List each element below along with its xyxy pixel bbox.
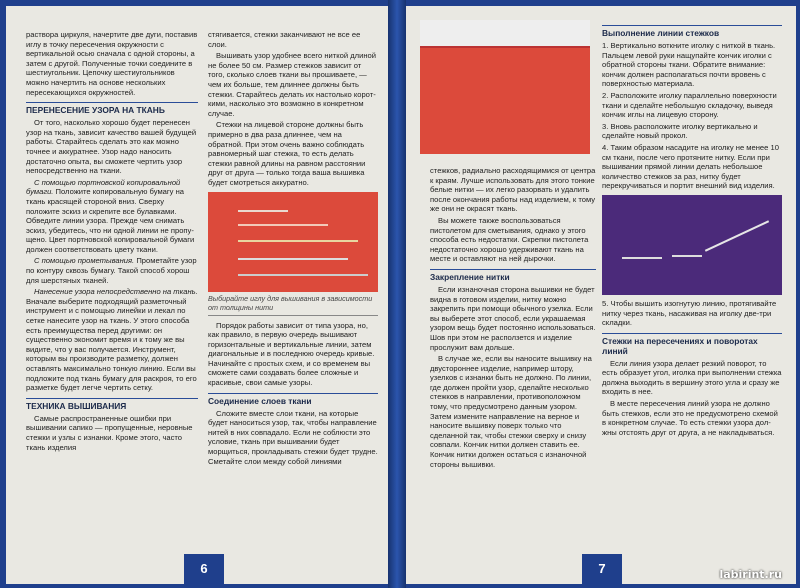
paragraph: От того, насколько хорошо будет перенесен узор на ткань, зависит качество вашей будущей работы. Старайтесь сделать это как можно точнее и аккуратнее. Узор надо наносить достаточно опыта, вы сможете чертить узор непосредственно на ткани. [26, 118, 197, 176]
paragraph: Сложите вместе слои ткани, на которые будет наноситься узор, так, чтобы направление нитей в них совпадало. Если не соблюсти это условие, ткань при вышивании будет морщиться, прокладывать стежки будет трудне. Сметайте слои между собой линиями [208, 408, 378, 466]
paragraph: стягивается, стежки заканчивают не все ее слои. [208, 30, 361, 49]
paragraph: Вы можете также воспользоваться пистолетом для сметывания, однако у этого способа есть недостатки. Скрепки пистолета недостаточно хорошо удерживают ткань на месте и оставляют на ней дырочки. [430, 215, 589, 264]
paragraph: В случае же, если вы наносите вышивку на двустороннее изделие, например штору, узелков с изнанки быть не должно. По линии, где должен пройти узор, сделайте несколько стежков в направлении, противоположном тому, что предусмотрено данным узором. Затем измените направление на верное и наносите вышивку поверх только что сделанной так, чтобы стежки сверху и снизу совпали. Кончик нитки должен ставить ее. Кончик нитки должен остаться с изнаночной стороны вышивки. [430, 354, 592, 469]
paragraph: Порядок работы зависит от типа узора, но, как правило, в первую очередь вышивают горизонтальные и вертикальные линии, затем диагональные и в последнюю очередь кривые. Начинайте с простых схем, и со временем вы сможете сами создавать более сложные и красивые, свои самые узоры. [208, 320, 375, 388]
paragraph: Если линия узора делает резкий поворот, то есть образует угол, иголка при выполнении стежка должна выходить в вершину этого угла и сразу же входить в нее. [602, 358, 782, 397]
left-column-2 [208, 30, 378, 468]
paragraph: В месте пересечения линий узора не должно быть стежков, если это не предусмотрено схемой в конкретном случае. То есть стежки узора должны отстоять друг от друга, а не накладываться. [602, 399, 778, 437]
right-column-2 [602, 20, 782, 439]
watermark: labirint.ru [719, 568, 782, 581]
step-4: 4. Таким образом насадите на иголку не менее 10 см ткани, после чего протяните нитку. Если при вышивании прямой линии делать небольшое количество стежков за раз, нитку будет перекручиваться и портит внешний вид изделия. [602, 142, 779, 191]
intro-paragraph: раствора циркуля, начертите две дуги, поставив иглу в точку пересечения окружности с вертикальной осью сначала с одной стороны, а затем с другой. Полученные точки соедините в шестиугольник. Цепочку шестиугольников можно начертить на основе нескольких пересекающихся окружностей. [26, 30, 198, 97]
page-number: 6 [184, 554, 224, 584]
needles-photo [208, 192, 378, 292]
section-heading: Соединение слоев ткани [208, 393, 378, 406]
section-heading: Выполнение линии стежков [602, 25, 782, 38]
paragraph: стежков, радиально расходящимися от центра к краям. Лучше использовать для этого тонкие белые нитки — их легко разорвать и удалить после окончания работы над изделием, к тому же они не окрасят ткань. [430, 166, 596, 214]
paragraph: Самые распространенные ошибки при вышивании сапико — пропущенные, неровные стежки и узлы с изнанки. Кроме этого, часто ткань изделия [26, 413, 193, 452]
section-heading: ПЕРЕНЕСЕНИЕ УЗОРА НА ТКАНЬ [26, 102, 198, 115]
emphasis: Нанесение узора непосредственно на ткань. [34, 287, 198, 297]
right-page [406, 6, 796, 584]
paragraph: Стежки на лицевой стороне должны быть примерно в два раза длиннее, чем на обратной. При этом очень важно соблюдать равномерный шаг стежка, то есть делать стежки равной длины на равном расстоянии друг от друга — только тогда ваша вышивка будет смотреться аккуратно. [208, 120, 366, 187]
step-1: 1. Вертикально воткните иголку с ниткой в ткань. Пальцем левой руки нащупайте кончик иголки с обратной стороны ткани. Обратите внимание: кончик должен располагаться почти вровень с поверхностью материала. [602, 41, 776, 89]
right-column-1 [430, 166, 596, 471]
left-page [6, 6, 388, 584]
paragraph: Если изнаночная сторона вышивки не будет видна в готовом изделии, нитку можно закрепить при помощи обычного узелка. Если вы выберете этот способ, если украшаемая узором вещь будет постоянно использоваться. Шов при этом не расползется и изделие прослужит вам дольше. [430, 284, 596, 352]
paragraph: Положите копировальную бумагу на ткань красящей стороной вниз. Сверху положите эскиз и скрепите все булавками. Обведите линии узора. Прежде чем снимать эскиз, убедитесь, что ни одной линии не пропущено. Цвет портновской копировальной бумаги должен соответствовать цвету ткани. [26, 187, 195, 254]
left-column-1 [26, 30, 198, 454]
photo-caption: Выбирайте иглу для вышивания в зависимости от толщины нити [208, 294, 378, 316]
section-heading: ТЕХНИКА ВЫШИВАНИЯ [26, 398, 198, 411]
paragraph: Прометайте узор по контуру сквозь бумагу. Такой способ хорош для шерстяных тканей. [26, 256, 197, 285]
section-heading: Стежки на пересечениях и поворотах линий [602, 333, 782, 356]
book-spine [388, 0, 406, 588]
step-2: 2. Расположите иголку параллельно поверхности ткани и сделайте небольшую складочку, выведя кончик иглы на лицевую сторону. [602, 90, 777, 120]
quilt-photo [420, 20, 590, 154]
step-5: 5. Чтобы вышить изогнутую линию, протягивайте нитку через ткань, насаживая на иголку две-три складки. [602, 298, 777, 328]
section-heading: Закрепление нитки [430, 269, 596, 282]
page-number: 7 [582, 554, 622, 584]
emphasis: С помощью портновской копировальной бумаги. [26, 177, 181, 197]
emphasis: С помощью прометывания. [34, 256, 135, 266]
paragraph: Вышивать узор удобнее всего ниткой длиной не более 50 см. Размер стежков зависит от того, сколько слоев ткани вы прошиваете, — чем их больше, тем длиннее должны быть стежки. Старайтесь делать их настолько короткими, насколько это возможно в конкретном случае. [208, 51, 377, 118]
stitching-photo [602, 195, 782, 295]
paragraph: Вначале выберите подходящий разметочный инструмент и с помощью линейки и лекал по сетке нанесите узор на ткань. У этого способа есть преимущества перед другими: он существенно экономит время и к тому же вы видите, что у вас получается. Инструмент, которым вы производите разметку, должен оставлять максимально тонкую линию. Если вы подложите под ткань бумагу для раскроя, то его разметке будет легче чертить сетку. [26, 296, 197, 393]
step-3: 3. Вновь расположите иголку вертикально и сделайте новый прокол. [602, 121, 758, 141]
